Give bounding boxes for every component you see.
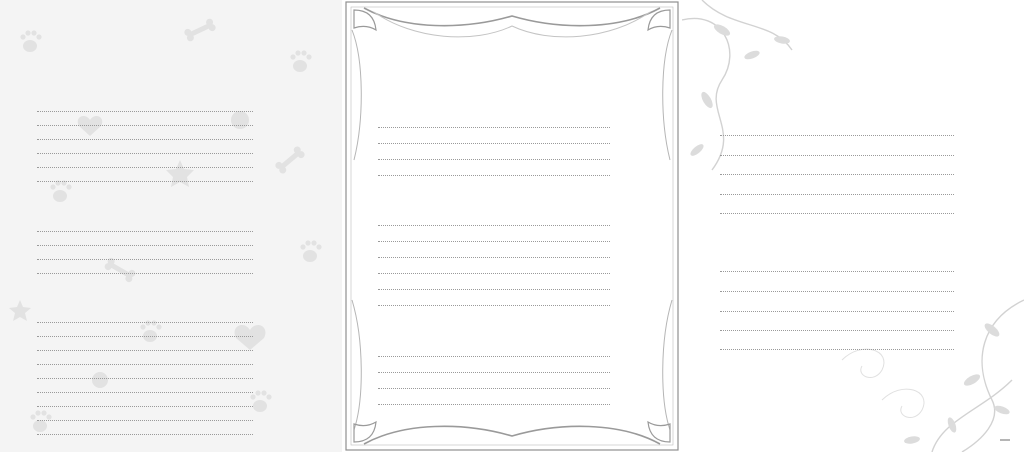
- leader-dots: [720, 311, 954, 312]
- middle-page: [344, 0, 680, 452]
- leader-dots: [378, 175, 610, 176]
- toc-entry[interactable]: [717, 167, 967, 177]
- right-page: [682, 0, 1024, 452]
- leader-dots: [37, 378, 253, 379]
- leader-dots: [378, 143, 610, 144]
- leader-dots: [37, 231, 253, 232]
- toc-entry[interactable]: [34, 118, 266, 128]
- leader-dots: [378, 273, 610, 274]
- toc-entry[interactable]: [375, 152, 623, 162]
- leader-dots: [37, 364, 253, 365]
- toc-entry[interactable]: [34, 146, 266, 156]
- leader-dots: [37, 139, 253, 140]
- toc-entry[interactable]: [34, 399, 266, 409]
- leader-dots: [37, 259, 253, 260]
- leader-dots: [720, 330, 954, 331]
- leader-dots: [378, 305, 610, 306]
- leader-dots: [720, 271, 954, 272]
- leader-dots: [37, 181, 253, 182]
- leader-dots: [378, 356, 610, 357]
- toc-entry[interactable]: [375, 136, 623, 146]
- toc-entry[interactable]: [717, 264, 967, 274]
- leader-dots: [37, 420, 253, 421]
- leader-dots: [37, 167, 253, 168]
- toc-entry[interactable]: [34, 385, 266, 395]
- toc-entry[interactable]: [34, 132, 266, 142]
- toc-entry[interactable]: [717, 323, 967, 333]
- leader-dots: [378, 372, 610, 373]
- leader-dots: [37, 392, 253, 393]
- toc-entry[interactable]: [34, 238, 266, 248]
- toc-entry[interactable]: [717, 304, 967, 314]
- toc-entry[interactable]: [717, 148, 967, 158]
- leader-dots: [37, 111, 253, 112]
- toc-entry[interactable]: [375, 218, 623, 228]
- leader-dots: [37, 406, 253, 407]
- toc-entry[interactable]: [34, 104, 266, 114]
- toc-entry[interactable]: [375, 397, 623, 407]
- toc-entry[interactable]: [34, 252, 266, 262]
- toc-entry[interactable]: [375, 250, 623, 260]
- toc-entry[interactable]: [375, 120, 623, 130]
- toc-entry[interactable]: [375, 234, 623, 244]
- leader-dots: [37, 336, 253, 337]
- toc-entry[interactable]: [717, 284, 967, 294]
- leader-dots: [37, 153, 253, 154]
- leader-dots: [720, 135, 954, 136]
- toc-entry[interactable]: [717, 342, 967, 352]
- toc-entry[interactable]: [375, 349, 623, 359]
- leader-dots: [378, 289, 610, 290]
- toc-entry[interactable]: [34, 371, 266, 381]
- watermark-id: [1000, 439, 1010, 441]
- toc-entry[interactable]: [34, 224, 266, 234]
- leader-dots: [720, 213, 954, 214]
- leader-dots: [720, 155, 954, 156]
- toc-entry[interactable]: [375, 365, 623, 375]
- leader-dots: [378, 241, 610, 242]
- leader-dots: [37, 350, 253, 351]
- leader-dots: [720, 349, 954, 350]
- left-page: [0, 0, 342, 452]
- toc-entry[interactable]: [34, 266, 266, 276]
- watermark-strip: [0, 422, 1024, 452]
- leader-dots: [37, 322, 253, 323]
- toc-entry[interactable]: [717, 128, 967, 138]
- leader-dots: [720, 174, 954, 175]
- leader-dots: [378, 388, 610, 389]
- toc-entry[interactable]: [375, 282, 623, 292]
- toc-entry[interactable]: [375, 266, 623, 276]
- toc-entry[interactable]: [34, 174, 266, 184]
- leader-dots: [37, 245, 253, 246]
- toc-entry[interactable]: [34, 343, 266, 353]
- toc-entry[interactable]: [375, 298, 623, 308]
- leader-dots: [720, 291, 954, 292]
- leader-dots: [378, 159, 610, 160]
- leader-dots: [378, 127, 610, 128]
- leader-dots: [720, 194, 954, 195]
- leader-dots: [378, 225, 610, 226]
- toc-entry[interactable]: [717, 187, 967, 197]
- leader-dots: [378, 404, 610, 405]
- toc-entry[interactable]: [717, 206, 967, 216]
- toc-entry[interactable]: [34, 329, 266, 339]
- toc-entry[interactable]: [375, 168, 623, 178]
- leader-dots: [378, 257, 610, 258]
- toc-entry[interactable]: [34, 160, 266, 170]
- toc-entry[interactable]: [375, 381, 623, 391]
- toc-entry[interactable]: [34, 357, 266, 367]
- leader-dots: [37, 125, 253, 126]
- toc-entry[interactable]: [34, 315, 266, 325]
- leader-dots: [37, 273, 253, 274]
